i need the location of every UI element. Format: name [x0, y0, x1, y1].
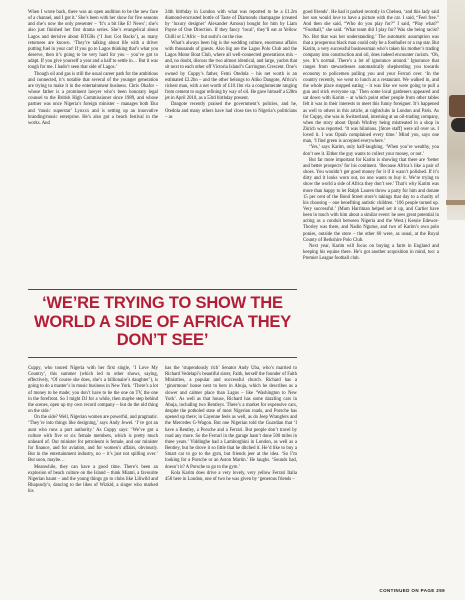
- photo-object: [451, 118, 465, 132]
- paragraph: Though oil and gas is still the usual career path for the ambitious and connected, it’s notable that several of the younger generation are trying to make it in the entertainment business. Chris Okafor – whose father is a prominent lawyer who’s been honorary legal counsel to the British High Commissioner since 1989, and whose partner was once Nigeria’s foreign minister – manages both Eku and ‘music superstar’ Lynxxx and is setting up an innovative branding/music enterprise. He’s also got a beach festival in the works. And: [28, 71, 158, 126]
- paragraph: Kola Karim does drive a very lovely, very yellow Ferrari Italia 458 here in London, one of two he was given by ‘generous friends –: [165, 470, 297, 482]
- paragraph: But far more important for Karim is showing that there are ‘better and better prospects’ for his continent. ‘Because Africa’s like a pair of shoes. You wouldn’t get good money for it if it wasn’t polished. If it’s dirty and it looks worn out, no one wants to buy it. We’re trying to show the world a side of Africa they don’t see.’ That’s why Karim was more than happy to let Ralph Lauren throw a party for him and donate 15 per cent of the Bond Street store’s takings that day to a charity of his choosing – one benefiting autistic children. ‘106 people turned up. Very successful.’ (Mum Harriman helped set it up, and Cartier have been in touch with him about a similar event: he sees great potential in acting as a conduit between Nigeria and the West.) Kessie Edewor-Thorley was there, and Nadio Ngurue, and two of Karim’s own polo ponies, outside the store – the other 60 were, as usual, at the Royal County of Berkshire Polo Club.: [303, 157, 439, 243]
- pull-quote-rule-bottom: [28, 357, 297, 358]
- text-column-3: [303, 10, 439, 262]
- paragraph: Meanwhile, they can have a good time. There’s been an explosion of beach culture on the Island – think Miami, a favourite Nigerian haunt – and the young things go to clubs like Liliwild and Rhapsody’s, dancing to the likes of Wizkid, a singer who marked his: [28, 464, 158, 495]
- text-column-2-bottom: [165, 366, 297, 483]
- paragraph: On the side? Well, Nigerian women are powerful, and pragmatic. ‘They’re into things like designing,’ says Andy Jewel. ‘I’ve got an aunt who runs a port authority.’ As Cuppy says: ‘We’ve got a culture with five or six female members, which is pretty much unheard of. Our minister for petroleum is female, and our minister for finance, and for aviation, and for women’s affairs, obviously. But in the entertainment industry, no – it’s just not spilling over.’ But soon, maybe…: [28, 415, 158, 464]
- pull-quote: ‘WE’RE TRYING TO SHOW THE WORLD A SIDE OF AFRICA THEY DON’T SEE’: [33, 294, 292, 349]
- photo-object: [449, 95, 465, 117]
- paragraph: good friends’. He had it parked recently in Chelsea, ‘and this lady said her son would love to have a picture with the car. I said, “Feel free.” And then she said, “Who do you play for?” I said, “Play what?” “Football,” she said. ‘What team did I play for? Was she being racist? No. But that was her understanding.’ The automatic assumption was that a prosperous black man could only be a footballer or a rap star. But Karim, a very successful businessman who’s taken his mother’s trading company into construction and oil, does indeed encounter racism. ‘Oh, yes. It’s normal. There’s a lot of ignorance around.’ Ignorance that ranges from stewardesses automatically shepherding you towards economy to policemen pulling you and your Ferrari over. ‘In the country recently, we went to lunch at a restaurant. We walked in, and the whole place stopped eating – it was like we were going to pull a gun and stick everyone up.’ Then some local gardeners appeared and sat down with Karim – at which point other people from other tables felt it was in their interests to meet this funny foreigner. It’s happened as well to others in this article, at nightclubs in London and Paris. As for Cuppy, she was in Switzerland, interning at an oil-trading company, when the story about Oprah Winfrey being mistreated in a shop in Zürich was reported. ‘It was hilarious. [Store staff] were all over us. I loved it. I was Oprah complained every time.’ Mind you, says one man, ‘I find green is accepted everywhere.’: [303, 10, 439, 145]
- pull-quote-rule-top: [28, 289, 297, 290]
- text-column-1-bottom: [28, 366, 158, 495]
- text-column-1-top: [28, 10, 158, 127]
- continued-text: CONTINUED ON PAGE 259: [379, 588, 445, 593]
- text-column-2-top: [165, 10, 297, 121]
- paragraph: What’s always been big is the wedding culture, enormous affairs with thousands of guests. Also big are the Lagos Polo Club and the Lagos Motor Boat Club, where all well-connected generations mix – and, no doubt, discuss the two almost identical, and large, yachts that sit next to each other off Victoria Island’s Carrington Crescent. One’s owned by Cuppy’s father, Femi Otedola – his net worth is an estimated £2.2bn – and the other belongs to Aliko Dangote, Africa’s richest man, with a net worth of £10.1bn via a conglomerate ranging from cement to sugar refining by way of oil. He gave himself a £28m jet in April 2010, as a 53rd birthday present.: [165, 40, 297, 102]
- paragraph: 24th birthday in London with what was reported to be a £1.2m diamond-encrusted bottle of Taste of Diamonds champagne (created by ‘luxury designer’ Alexander Amosu) bought for him by Liam Payne of One Direction. If they fancy ‘local’, they’ll eat at Yellow Chilli or L’Afric – but sushi’s on the rise.: [165, 10, 297, 40]
- paragraph: When I wrote back, there was an open audition to be the new face of a channel, and I got it.’ She’s been with her show for five seasons and she’s now the only presenter – ‘It’s a bit like E! News’; she’s also just finished her first drama series. She’s evangelical about Lagos and derisive about BTGBs (‘I Just Got Backs’), as many returnees are known. ‘They’re talking about life with a driver putting fuel in your car! If you go to Lagos thinking that’s what you deserve, then it’s going to be very hard for you – you’ve got to adapt. If you give yourself a year and a half to settle in… But it was tough for me. I hadn’t seen that side of Lagos.’: [28, 10, 158, 71]
- continued-note: [345, 588, 445, 593]
- photo-object: [446, 200, 465, 205]
- paragraph: ‘Yes,’ says Karim, only half-laughing. ‘When you’re wealthy, you don’t see it. Either the guy wants to collect your money, or not.’: [303, 145, 439, 157]
- paragraph: Dangote recently praised the government’s policies, and he, Otedola and many others have had close ties to Nigeria’s politicians – as: [165, 102, 297, 120]
- paragraph: has the ‘stupendously rich’ Senator Andy Uba, who’s married to Richard Vedelapi’s beautiful sister, Faith, herself the founder of Faith Ministries, a popular and successful church. Richard has a ‘ginormous’ house next to hers in Abuja, which he describes as a slower and calmer place than Lagos – like ‘Washington to New York’. As well as that house, Richard has some dazzling cars in Abuja, including two Bentleys. There’s a market for expensive cars, despite the potholed state of most Nigerian roads, and Porsche has opened up there; in Cayenne feels as well, as do Jeep Wranglers and the Mercedes G-Wagon. But one Nigerian told the Guardian that ‘I have a Bentley, a Porsche and a Ferrari. But people don’t travel by road any more. So the Ferrari in the garage hasn’t done 500 miles in three years.’ Viddinghe had a Lamborghini in London, as well as a Bentley, but he drove it so little that he ditched it. He’d like to buy a Smart car to go to the gym, but friends jeer at the idea. ‘So I’m looking for a Porsche or an Aston Martin.’ He laughs. ‘Sounds bad, doesn’t it? A Porsche to go to the gym.’: [165, 366, 297, 470]
- paragraph: Cuppy, who toured Nigeria with her first single, ‘I Love My Country’, this summer (which led to other shows, saying, effectively, ‘Of course she does, she’s a billionaire’s daughter’), is going to do a master’s in music business in New York. ‘There’s a lot of money to be made; you don’t have to be the one on TV, the one in the forefront. So I might DJ for a while, then maybe step behind the scenes, open up my own record company – but do the old thing on the side.’: [28, 366, 158, 415]
- paragraph: Next year, Karim will focus on buying a farm in England and keeping his equine there. He’s got another acquisition in mind, too: a Premier League football club.: [303, 243, 439, 262]
